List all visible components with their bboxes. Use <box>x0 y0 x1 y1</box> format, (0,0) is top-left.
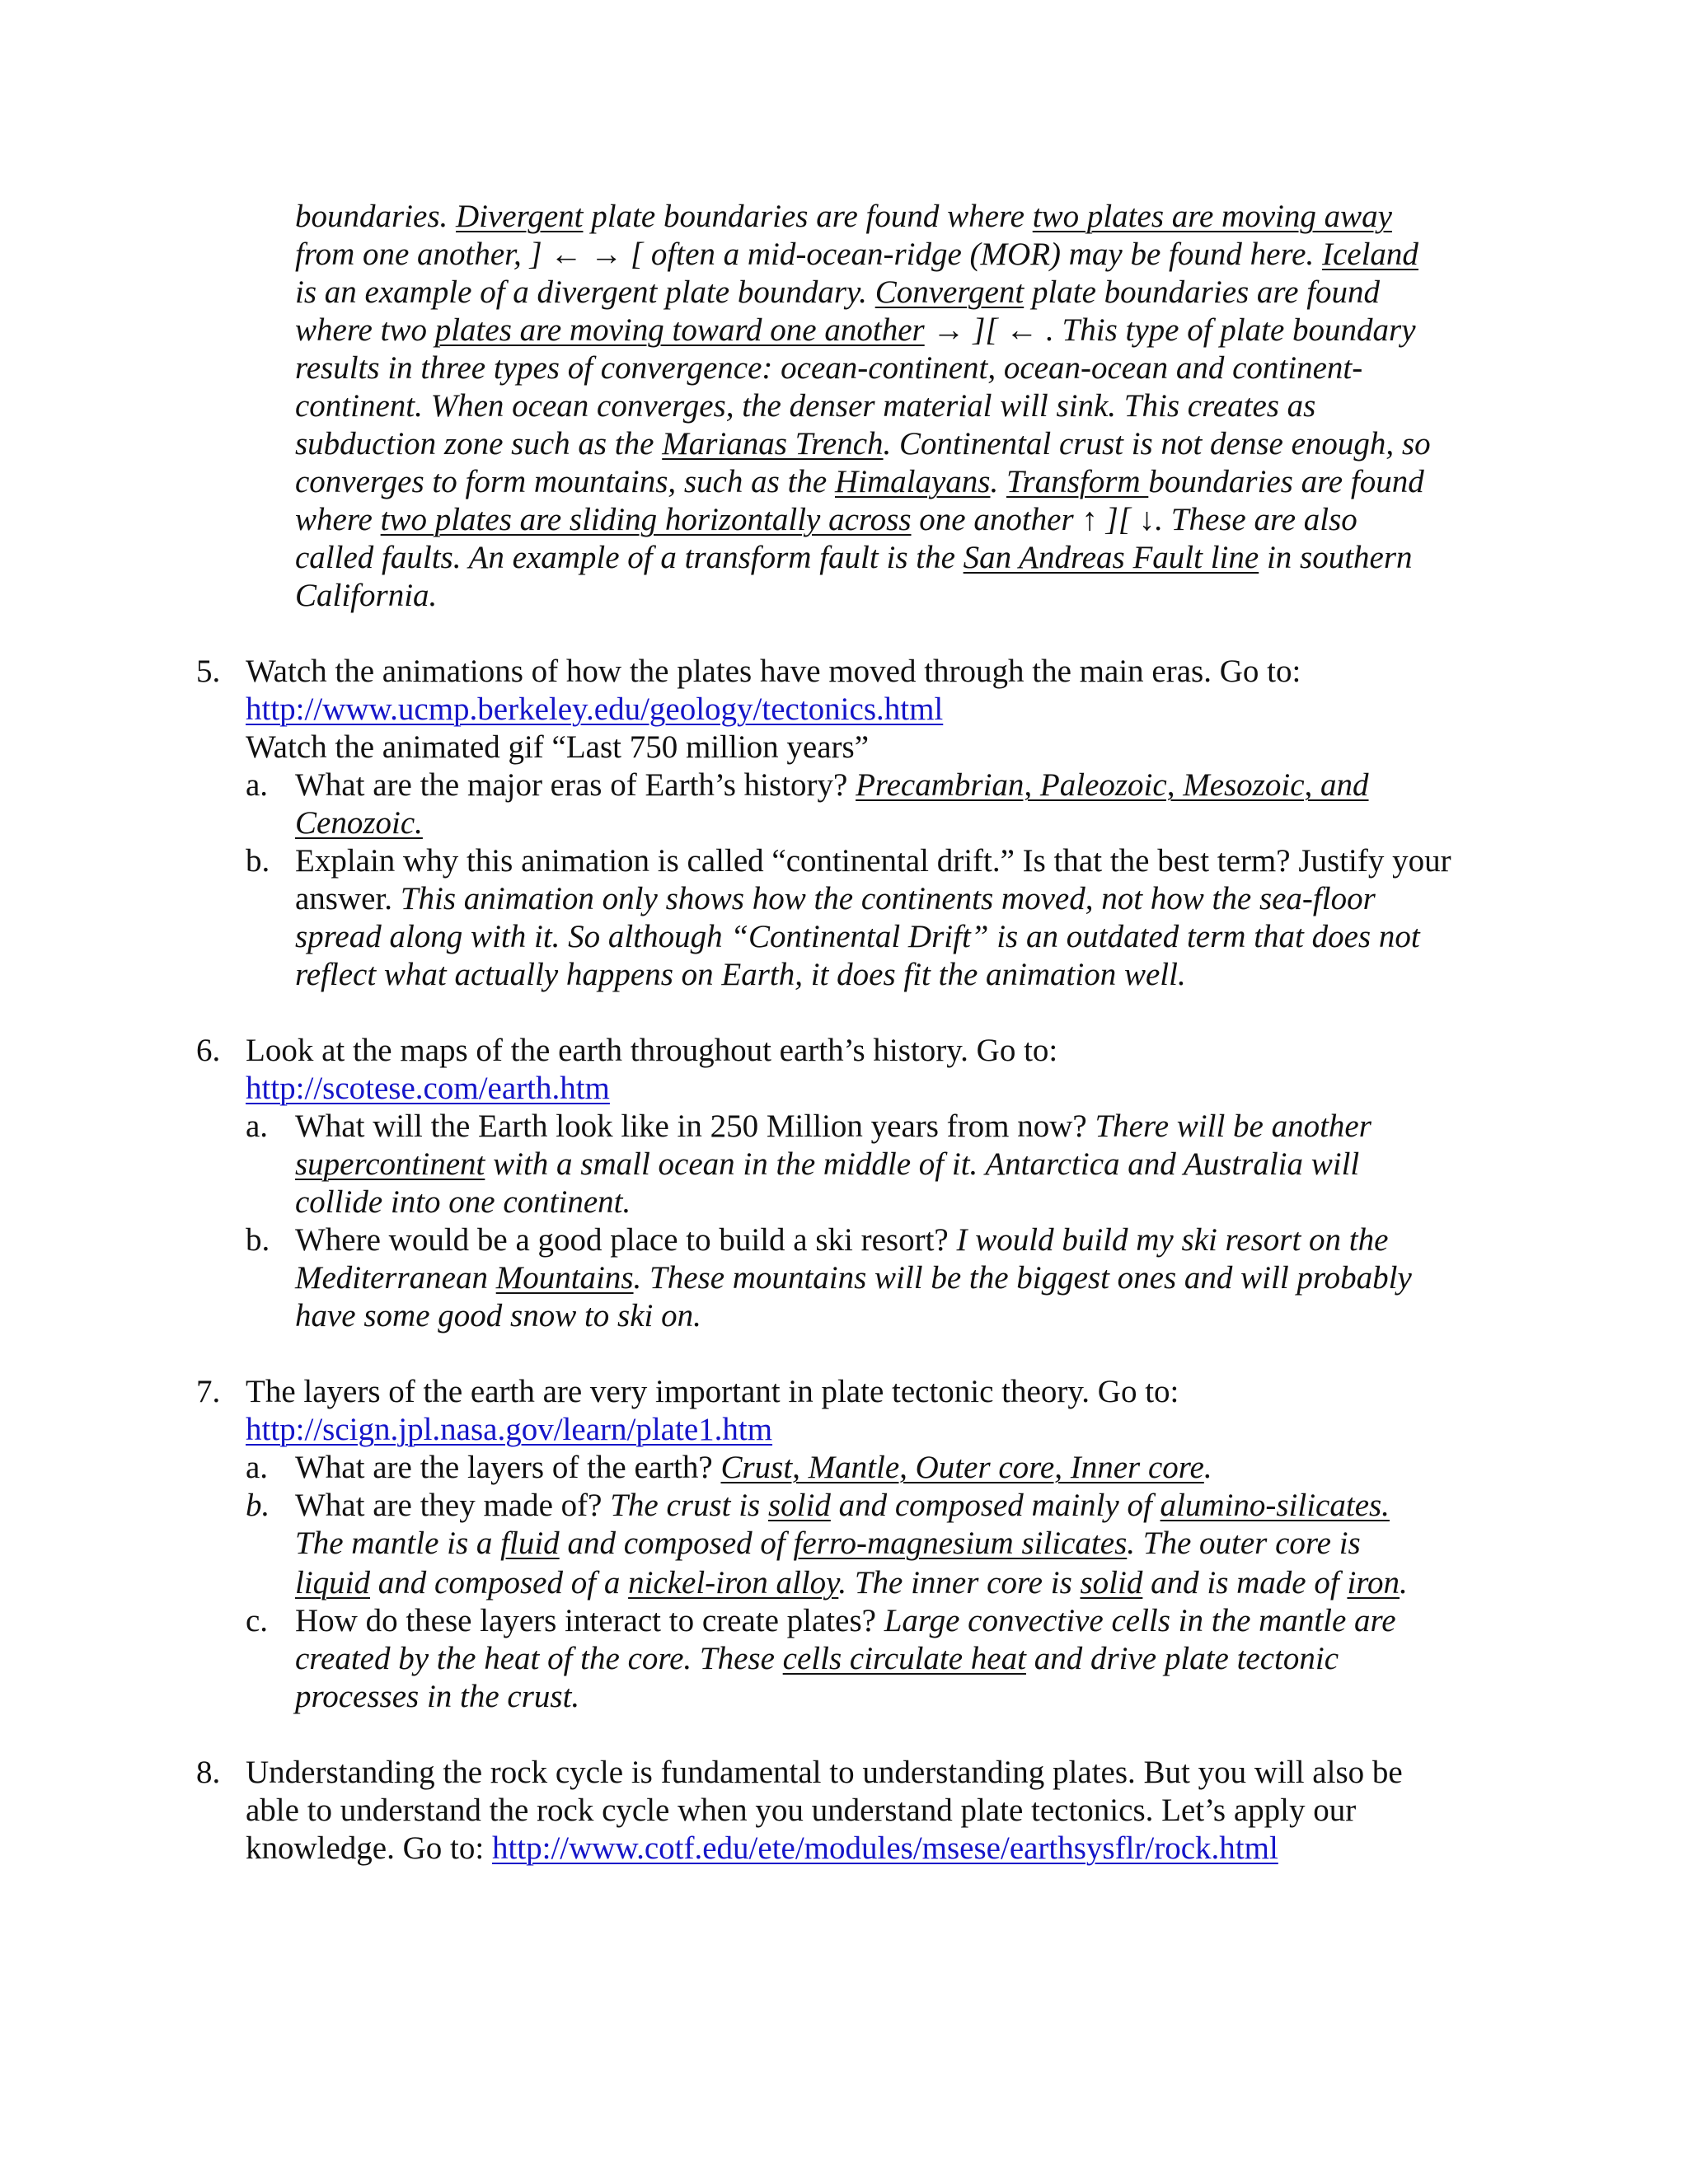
rock-cycle-link[interactable]: http://www.cotf.edu/ete/modules/msese/earthsysflr/rock.html <box>491 1830 1278 1866</box>
sub-answer-line: have some good snow to ski on. <box>295 1298 701 1333</box>
sub-answer-line: collide into one continent. <box>295 1184 631 1220</box>
sub-label: a. <box>246 767 269 803</box>
sub-label: b. <box>246 843 270 879</box>
question-text: able to understand the rock cycle when you understand plate tectonics. Let’s apply our <box>246 1793 1357 1828</box>
answer-line: California. <box>295 578 438 613</box>
answer-line: where two plates are sliding horizontally across one another ↑ ][ ↓. These are also <box>295 502 1357 537</box>
question-text: Understanding the rock cycle is fundamental to understanding plates. But you will also be <box>246 1755 1403 1790</box>
sub-question-a: What are the major eras of Earth’s history? Precambrian, Paleozoic, Mesozoic, and <box>295 767 1369 803</box>
answer-line: boundaries. Divergent plate boundaries are found where two plates are moving away <box>295 199 1392 234</box>
answer-line: results in three types of convergence: ocean-continent, ocean-ocean and continent- <box>295 350 1363 386</box>
sub-question-a: What will the Earth look like in 250 Million years from now? There will be another <box>295 1108 1372 1144</box>
sub-answer-line: Cenozoic. <box>295 805 423 841</box>
question-text: Watch the animations of how the plates have moved through the main eras. Go to: <box>246 654 1301 689</box>
sub-question-b-cont: answer. This animation only shows how the continents moved, not how the sea-floor <box>295 881 1376 916</box>
sub-label: b. <box>246 1222 270 1258</box>
sub-label: a. <box>246 1450 269 1485</box>
sub-answer-line: reflect what actually happens on Earth, it does fit the animation well. <box>295 957 1186 992</box>
question-text: The layers of the earth are very important in plate tectonic theory. Go to: <box>246 1374 1179 1409</box>
sub-answer-line: The mantle is a fluid and composed of ferro-magnesium silicates. The outer core is <box>295 1526 1361 1561</box>
answer-line: subduction zone such as the Marianas Trench. Continental crust is not dense enough, so <box>295 426 1431 462</box>
answer-line: continent. When ocean converges, the denser material will sink. This creates as <box>295 388 1316 424</box>
question-link-line <box>246 1070 610 1108</box>
sub-question-b: What are they made of? The crust is solid and composed mainly of alumino-silicates. <box>295 1488 1390 1523</box>
sub-question-b: Explain why this animation is called “continental drift.” Is that the best term? Justify your <box>295 843 1451 879</box>
sub-question-a: What are the layers of the earth? Crust, Mantle, Outer core, Inner core. <box>295 1450 1212 1485</box>
sub-answer-line: Mediterranean Mountains. These mountains will be the biggest ones and will probably <box>295 1260 1412 1296</box>
answer-line: converges to form mountains, such as the Himalayans. Transform boundaries are found <box>295 464 1424 499</box>
answer-line: called faults. An example of a transform fault is the San Andreas Fault line in southern <box>295 540 1413 575</box>
question-number: 6. <box>196 1033 221 1068</box>
scign-link[interactable]: http://scign.jpl.nasa.gov/learn/plate1.htm <box>246 1412 773 1447</box>
answer-line: is an example of a divergent plate boundary. Convergent plate boundaries are found <box>295 274 1381 310</box>
question-text: knowledge. Go to: http://www.cotf.edu/ete/modules/msese/earthsysflr/rock.html <box>246 1830 1278 1866</box>
sub-answer-line: liquid and composed of a nickel-iron alloy. The inner core is solid and is made of iron. <box>295 1565 1408 1601</box>
answer-line: where two plates are moving toward one another → ][ ← . This type of plate boundary <box>295 312 1416 348</box>
question-number: 5. <box>196 654 221 689</box>
question-number: 8. <box>196 1755 221 1790</box>
question-link-line <box>246 1411 772 1449</box>
scotese-link[interactable]: http://scotese.com/earth.htm <box>246 1071 610 1106</box>
instruction-text: Watch the animated gif “Last 750 million years” <box>246 729 870 765</box>
tectonics-link[interactable]: http://www.ucmp.berkeley.edu/geology/tectonics.html <box>246 691 944 727</box>
question-number: 7. <box>196 1374 221 1409</box>
sub-answer-line: spread along with it. So although “Continental Drift” is an outdated term that does not <box>295 919 1420 954</box>
question-link-line <box>246 691 943 729</box>
sub-label: a. <box>246 1108 269 1144</box>
sub-question-b: Where would be a good place to build a ski resort? I would build my ski resort on the <box>295 1222 1389 1258</box>
answer-line: from one another, ] ← → [ often a mid-ocean-ridge (MOR) may be found here. Iceland <box>295 237 1418 272</box>
question-text: Look at the maps of the earth throughout earth’s history. Go to: <box>246 1033 1058 1068</box>
sub-answer-line: created by the heat of the core. These cells circulate heat and drive plate tectonic <box>295 1641 1339 1676</box>
sub-label: b. <box>246 1488 270 1523</box>
sub-answer-line: processes in the crust. <box>295 1679 580 1714</box>
sub-question-c: How do these layers interact to create plates? Large convective cells in the mantle are <box>295 1603 1396 1638</box>
sub-label: c. <box>246 1603 269 1638</box>
sub-answer-line: supercontinent with a small ocean in the middle of it. Antarctica and Australia will <box>295 1146 1360 1182</box>
